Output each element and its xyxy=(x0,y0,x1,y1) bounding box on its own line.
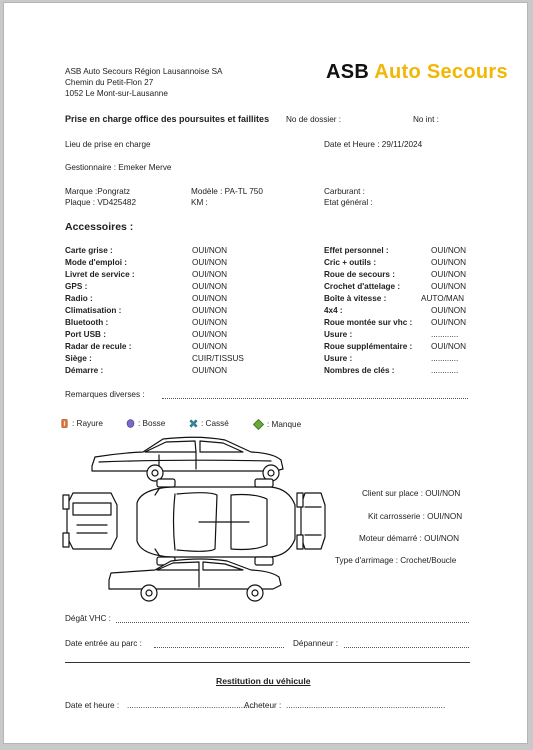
logo-text-asb: ASB xyxy=(326,61,370,83)
document-page xyxy=(3,2,528,744)
accessory-value: OUI/NON xyxy=(192,366,228,375)
legend-label: : Rayure xyxy=(72,419,103,428)
legend-label: : Manque xyxy=(267,420,302,429)
vehicle-condition: Etat général : xyxy=(324,198,373,207)
accessory-value: ............ xyxy=(431,366,459,375)
accessory-value: OUI/NON xyxy=(431,270,467,279)
accessory-value: OUI/NON xyxy=(192,342,228,351)
accessory-value: OUI/NON xyxy=(431,246,467,255)
accessory-label: 4x4 : xyxy=(324,306,343,315)
car-rear-view-icon xyxy=(297,493,325,549)
legend-label: : Bosse xyxy=(138,419,166,428)
manager-label: Gestionnaire : Emeker Merve xyxy=(65,163,172,172)
accessory-value: ............ xyxy=(431,354,459,363)
scratch-icon xyxy=(60,419,69,428)
remarks-label: Remarques diverses : xyxy=(65,390,145,399)
restitution-date-line[interactable]: ........................................................ xyxy=(127,701,255,710)
accessory-label: Démarre : xyxy=(65,366,104,375)
accessory-label: Effet personnel : xyxy=(324,246,389,255)
accessory-value: OUI/NON xyxy=(192,258,228,267)
accessory-value: OUI/NON xyxy=(192,294,228,303)
accessory-value: CUIR/TISSUS xyxy=(192,354,244,363)
company-street: Chemin du Petit-Flon 27 xyxy=(65,78,154,87)
accessory-label: Roue supplémentaire : xyxy=(324,342,413,351)
accessory-label: Siège : xyxy=(65,354,92,363)
vehicle-model: Modèle : PA-TL 750 xyxy=(191,187,263,196)
section-divider xyxy=(65,662,470,663)
pickup-place-label: Lieu de prise en charge xyxy=(65,140,151,149)
towing-line[interactable] xyxy=(344,647,469,648)
accessory-value: OUI/NON xyxy=(192,330,228,339)
car-top-view-icon xyxy=(137,479,295,565)
accessory-label: Roue de secours : xyxy=(324,270,395,279)
internal-number-label: No int : xyxy=(413,115,439,124)
damage-line[interactable] xyxy=(116,622,469,623)
accessory-value: OUI/NON xyxy=(192,282,228,291)
buyer-label: Acheteur : xyxy=(244,701,282,710)
accessory-label: Livret de service : xyxy=(65,270,135,279)
engine-started: Moteur démarré : OUI/NON xyxy=(359,534,460,543)
car-side-view-icon xyxy=(92,437,283,481)
accessory-label: Radio : xyxy=(65,294,93,303)
accessory-label: Roue montée sur vhc : xyxy=(324,318,413,327)
legend-scratch xyxy=(60,419,103,428)
accessory-label: Cric + outils : xyxy=(324,258,377,267)
accessory-label: Usure : xyxy=(324,330,353,339)
accessory-label: Carte grise : xyxy=(65,246,113,255)
accessory-value: OUI/NON xyxy=(192,306,228,315)
accessory-value: OUI/NON xyxy=(431,258,467,267)
accessory-label: Radar de recule : xyxy=(65,342,132,351)
company-logo xyxy=(326,61,508,83)
accessory-label: Boîte à vitesse : xyxy=(324,294,387,303)
vehicle-damage-diagram[interactable] xyxy=(59,433,329,618)
accessory-label: Port USB : xyxy=(65,330,106,339)
accessory-label: GPS : xyxy=(65,282,88,291)
restitution-title: Restitution du véhicule xyxy=(216,676,311,686)
form-title: Prise en charge office des poursuites et faillites xyxy=(65,114,270,124)
accessory-value: OUI/NON xyxy=(431,318,467,327)
vehicle-km: KM : xyxy=(191,198,208,207)
broken-icon xyxy=(189,419,198,428)
pickup-datetime: Date et Heure : 29/11/2024 xyxy=(324,140,423,149)
remarks-line[interactable] xyxy=(162,398,468,399)
accessory-label: Crochet d'attelage : xyxy=(324,282,401,291)
legend-dent xyxy=(126,419,165,428)
dent-icon xyxy=(126,419,135,428)
vehicle-brand: Marque :Pongratz xyxy=(65,187,131,196)
accessory-label: Usure : xyxy=(324,354,353,363)
accessory-label: Mode d'emploi : xyxy=(65,258,127,267)
towing-label: Dépanneur : xyxy=(293,639,339,648)
accessory-label: Nombres de clés : xyxy=(324,366,395,375)
accessory-value: AUTO/MAN xyxy=(421,294,465,303)
legend-missing xyxy=(253,419,301,430)
accessory-label: Bluetooth : xyxy=(65,318,109,327)
tie-down-type: Type d'arrimage : Crochet/Boucle xyxy=(335,556,457,565)
body-kit: Kit carrosserie : OUI/NON xyxy=(368,512,463,521)
accessory-value: OUI/NON xyxy=(192,318,228,327)
legend-broken xyxy=(189,419,229,428)
missing-icon xyxy=(253,419,264,430)
accessory-value: OUI/NON xyxy=(431,342,467,351)
logo-text-auto-secours: Auto Secours xyxy=(374,61,508,83)
vehicle-plate: Plaque : VD425482 xyxy=(65,198,137,207)
accessory-value: OUI/NON xyxy=(192,246,228,255)
accessory-value: ............ xyxy=(431,330,459,339)
legend-label: : Cassé xyxy=(201,419,229,428)
damage-label: Dégât VHC : xyxy=(65,614,111,623)
accessory-value: OUI/NON xyxy=(431,282,467,291)
accessory-label: Climatisation : xyxy=(65,306,122,315)
restitution-date-label: Date et heure : xyxy=(65,701,120,710)
accessory-value: OUI/NON xyxy=(431,306,467,315)
park-entry-line[interactable] xyxy=(154,647,284,648)
car-side-view-bottom-icon xyxy=(109,559,281,601)
buyer-line[interactable]: ...................................................................... xyxy=(286,701,446,710)
car-front-view-icon xyxy=(63,493,117,549)
accessory-value: OUI/NON xyxy=(192,270,228,279)
park-entry-label: Date entrée au parc : xyxy=(65,639,142,648)
company-name: ASB Auto Secours Région Lausannoise SA xyxy=(65,67,223,76)
vehicle-fuel: Carburant : xyxy=(324,187,365,196)
company-city: 1052 Le Mont-sur-Lausanne xyxy=(65,89,168,98)
accessories-title: Accessoires : xyxy=(65,221,134,233)
client-present: Client sur place : OUI/NON xyxy=(362,489,461,498)
file-number-label: No de dossier : xyxy=(286,115,342,124)
